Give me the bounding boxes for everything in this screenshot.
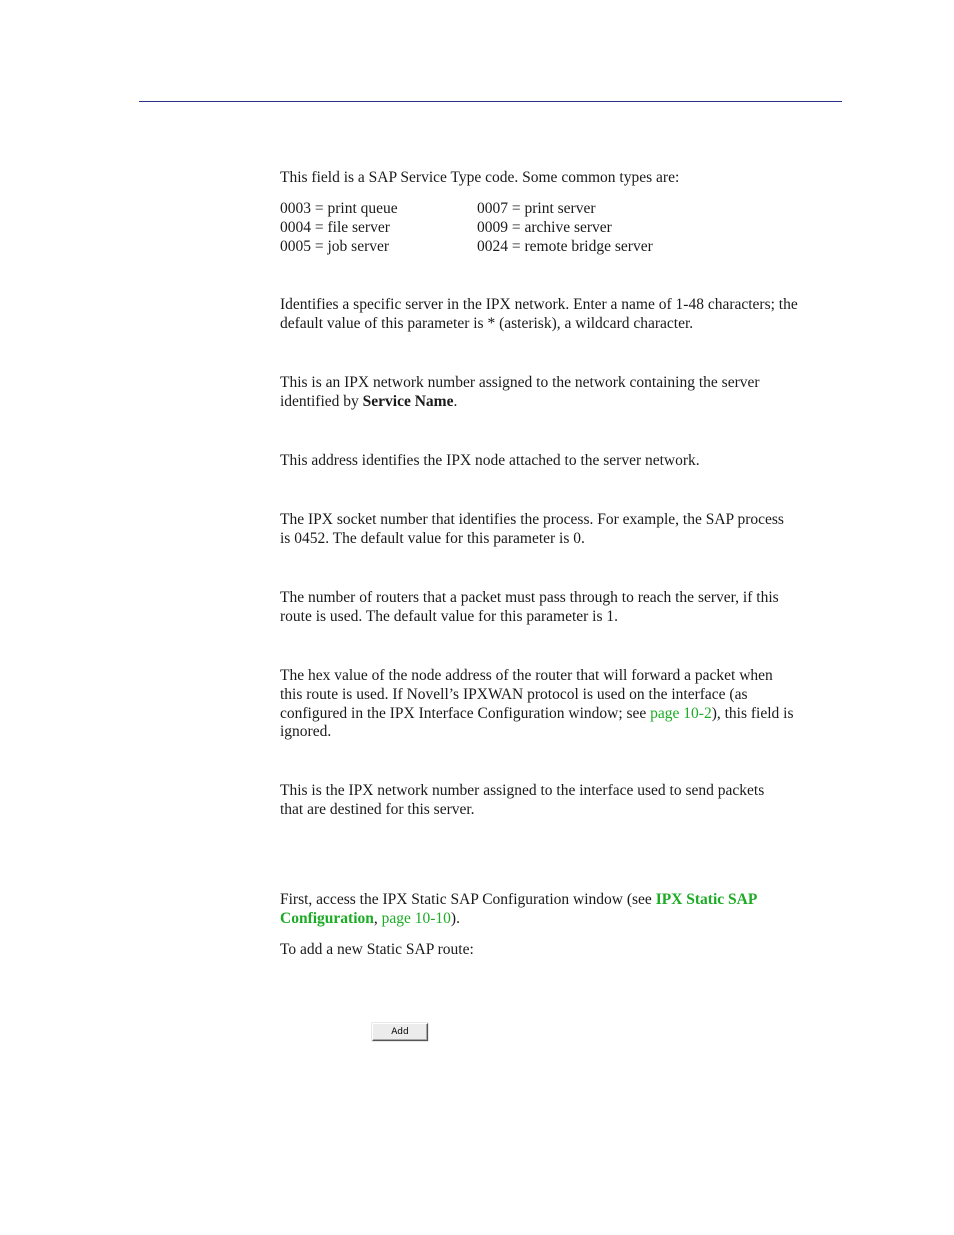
- service-name-description: Identifies a specific server in the IPX network. Enter a name of 1-48 characters; the default value of this parameter is * (asterisk), a wildcard character.: [280, 296, 798, 332]
- service-code-item: 0024 = remote bridge server: [477, 238, 653, 255]
- ipx-static-sap-configuration-link-cont[interactable]: Configuration: [280, 909, 374, 927]
- service-type-intro: This field is a SAP Service Type code. Some common types are:: [280, 169, 680, 186]
- service-name-term: Service Name: [362, 392, 454, 410]
- network-address-description: This is an IPX network number assigned to the network containing the server identified by Service Name.: [280, 374, 760, 410]
- service-type-codes-left: [280, 199, 398, 256]
- node-address-description: This address identifies the IPX node attached to the server network.: [280, 452, 700, 469]
- add-route-instruction: To add a new Static SAP route:: [280, 941, 474, 958]
- ipx-static-sap-configuration-link[interactable]: IPX Static SAP: [655, 891, 758, 908]
- next-hop-description: The hex value of the node address of the router that will forward a packet when this route is used. If Novell’s IPXWAN protocol is used on the interface (as configured in the IPX Interface Configuration window; see page 10-2), this field is ignored.: [280, 667, 794, 741]
- interface-description: This is the IPX network number assigned to the interface used to send packets that are destined for this server.: [280, 782, 765, 818]
- add-button[interactable]: Add: [372, 1023, 428, 1041]
- service-code-item: 0005 = job server: [280, 238, 390, 255]
- socket-description: The IPX socket number that identifies the process. For example, the SAP process is 0452. The default value for this parameter is 0.: [280, 511, 784, 547]
- service-code-item: 0009 = archive server: [477, 219, 612, 236]
- page-10-2-link[interactable]: page 10-2: [650, 704, 712, 722]
- hops-description: The number of routers that a packet must pass through to reach the server, if this route is used. The default value for this parameter is 1.: [280, 589, 779, 625]
- header-rule: [139, 101, 842, 102]
- page-10-10-link[interactable]: page 10-10: [381, 909, 451, 927]
- access-instructions: First, access the IPX Static SAP Configuration window (see IPX Static SAP Configuration, page 10-10).: [280, 891, 758, 927]
- service-type-codes-right: [477, 199, 653, 256]
- service-code-item: 0004 = file server: [280, 219, 390, 236]
- service-code-item: 0003 = print queue: [280, 200, 398, 217]
- service-type-description: [280, 169, 845, 188]
- service-code-item: 0007 = print server: [477, 200, 596, 217]
